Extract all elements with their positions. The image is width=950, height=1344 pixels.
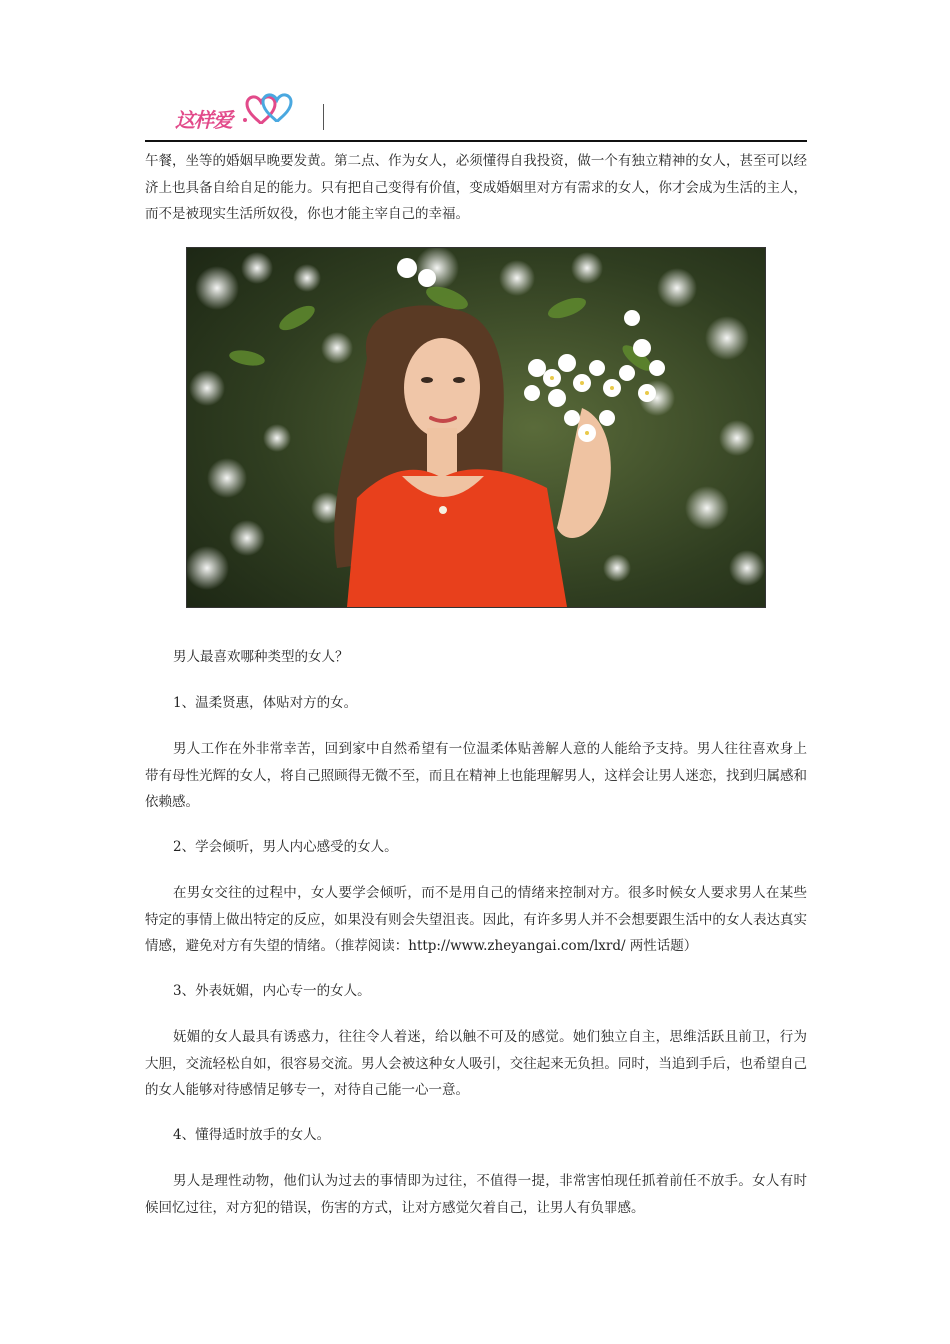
- section-4-body: 男人是理性动物，他们认为过去的事情即为过往，不值得一提，非常害怕现任抓着前任不放手。女人有时候回忆过往，对方犯的错误，伤害的方式，让对方感觉欠着自己，让男人有负罪感。: [145, 1173, 807, 1216]
- section-2-heading: 2、学会倾听，男人内心感受的女人。: [173, 839, 398, 855]
- question-heading: 男人最喜欢哪种类型的女人？: [173, 649, 349, 665]
- heart-logo-icon: [239, 90, 303, 130]
- logo-text: 这样爱: [175, 108, 232, 132]
- section-3-body: 妩媚的女人最具有诱惑力，往往令人着迷，给以触不可及的感觉。她们独立自主，思维活跃且前卫，行为大胆，交流轻松自如，很容易交流。男人会被这种女人吸引，交往起来无负担。同时，当追到手后，也希望自己的女人能够对待感情足够专一，对待自己能一心一意。: [145, 1029, 807, 1098]
- site-logo[interactable]: [175, 90, 315, 136]
- section-1-body: 男人工作在外非常幸苦，回到家中自然希望有一位温柔体贴善解人意的人能给予支持。男人往往喜欢身上带有母性光辉的女人，将自己照顾得无微不至，而且在精神上也能理解男人，这样会让男人迷恋，找到归属感和依赖感。: [145, 741, 807, 810]
- page-header: [145, 84, 807, 142]
- woman-with-blossoms-photo: [186, 247, 766, 608]
- section-3-heading: 3、外表妩媚，内心专一的女人。: [173, 983, 371, 999]
- section-1-heading: 1、温柔贤惠，体贴对方的女。: [173, 695, 358, 711]
- intro-paragraph: 午餐，坐等的婚姻早晚要发黄。第二点、作为女人，必须懂得自我投资，做一个有独立精神的女人，甚至可以经济上也具备自给自足的能力。只有把自己变得有价值，变成婚姻里对方有需求的女人，你才会成为生活的主人，而不是被现实生活所奴役，你也才能主宰自己的幸福。: [145, 153, 807, 222]
- header-rule: [145, 140, 807, 142]
- section-4-heading: 4、懂得适时放手的女人。: [173, 1127, 331, 1143]
- section-2-body: 在男女交往的过程中，女人要学会倾听，而不是用自己的情绪来控制对方。很多时候女人要求男人在某些特定的事情上做出特定的反应，如果没有则会失望沮丧。因此，有许多男人并不会想要跟生活中的女人表达真实情感，避免对方有失望的情绪。（推荐阅读：http://www.zheyangai.com/lxrd/ 两性话题）: [145, 885, 807, 954]
- logo-divider: [323, 104, 324, 130]
